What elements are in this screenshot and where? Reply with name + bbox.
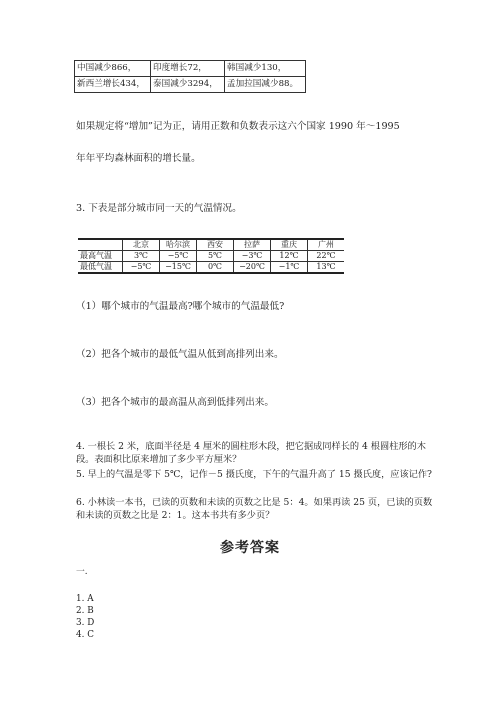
- answers-title: 参考答案: [220, 540, 280, 556]
- q2-text-line1: 如果规定将“增加”记为正，请用正数和负数表示这六个国家 1990 年～1995: [76, 121, 400, 132]
- table-row: [78, 251, 344, 262]
- table-cell: 韩国减少130，: [225, 61, 306, 77]
- question-5: 5. 早上的气温是零下 5℃，记作－5 摄氏度，下午的气温升高了 15 摄氏度，应该记作?: [76, 469, 432, 480]
- answer-item: 2. B: [76, 606, 94, 616]
- table-cell: 22℃: [308, 251, 345, 262]
- table-header-cell: 哈尔滨: [160, 239, 197, 251]
- forest-change-table: [74, 60, 306, 93]
- table-cell: −3℃: [234, 251, 271, 262]
- table-cell: 13℃: [308, 262, 345, 274]
- table-cell: 孟加拉国减少88。: [225, 77, 306, 93]
- table-cell: −20℃: [234, 262, 271, 274]
- table-cell: 泰国减少3294，: [151, 77, 225, 93]
- answer-item: 3. D: [76, 618, 95, 628]
- section-one-label: 一.: [76, 567, 88, 577]
- q2-text-line2: 年年平均森林面积的增长量。: [76, 153, 201, 164]
- temperature-table: [78, 238, 344, 274]
- sub-question-1: （1）哪个城市的气温最高?哪个城市的气温最低?: [76, 301, 285, 312]
- table-header-cell: 西安: [197, 239, 234, 251]
- table-cell: −5℃: [123, 262, 160, 274]
- table-cell: 最低气温: [78, 262, 123, 274]
- table-cell: −1℃: [271, 262, 308, 274]
- table-row: [78, 262, 344, 274]
- table-cell: 印度增长72，: [151, 61, 225, 77]
- table-cell: 12℃: [271, 251, 308, 262]
- table-cell: −15℃: [160, 262, 197, 274]
- q3-title: 3. 下表是部分城市同一天的气温情况。: [76, 203, 242, 214]
- table-cell: 中国减少866，: [75, 61, 151, 77]
- table-header-cell: 广州: [308, 239, 345, 251]
- sub-question-3: （3）把各个城市的最高温从高到低排列出来。: [76, 397, 274, 408]
- table-cell: 最高气温: [78, 251, 123, 262]
- table-cell: −5℃: [160, 251, 197, 262]
- table-cell: 3℃: [123, 251, 160, 262]
- table-cell: 新西兰增长434，: [75, 77, 151, 93]
- table-header-cell: [78, 239, 123, 251]
- table-header-cell: 重庆: [271, 239, 308, 251]
- answer-item: 1. A: [76, 594, 94, 604]
- table-header-row: [78, 239, 344, 251]
- answer-item: 4. C: [76, 630, 94, 640]
- table-row: [75, 77, 306, 93]
- question-6: 6. 小林读一本书，已读的页数和未读的页数之比是 5：4。如果再读 25 页，已读的页数和未读的页数之比是 2：1。这本书共有多少页？: [76, 497, 433, 521]
- table-cell: 5℃: [197, 251, 234, 262]
- table-row: [75, 61, 306, 77]
- table-header-cell: 北京: [123, 239, 160, 251]
- table-cell: 0℃: [197, 262, 234, 274]
- question-4: 4. 一根长 2 米，底面半径是 4 厘米的圆柱形木段，把它据成同样长的 4 根圆柱形的木段。表面积比原来增加了多少平方厘米？: [76, 441, 426, 465]
- table-header-cell: 拉萨: [234, 239, 271, 251]
- sub-question-2: （2）把各个城市的最低气温从低到高排列出来。: [76, 349, 284, 360]
